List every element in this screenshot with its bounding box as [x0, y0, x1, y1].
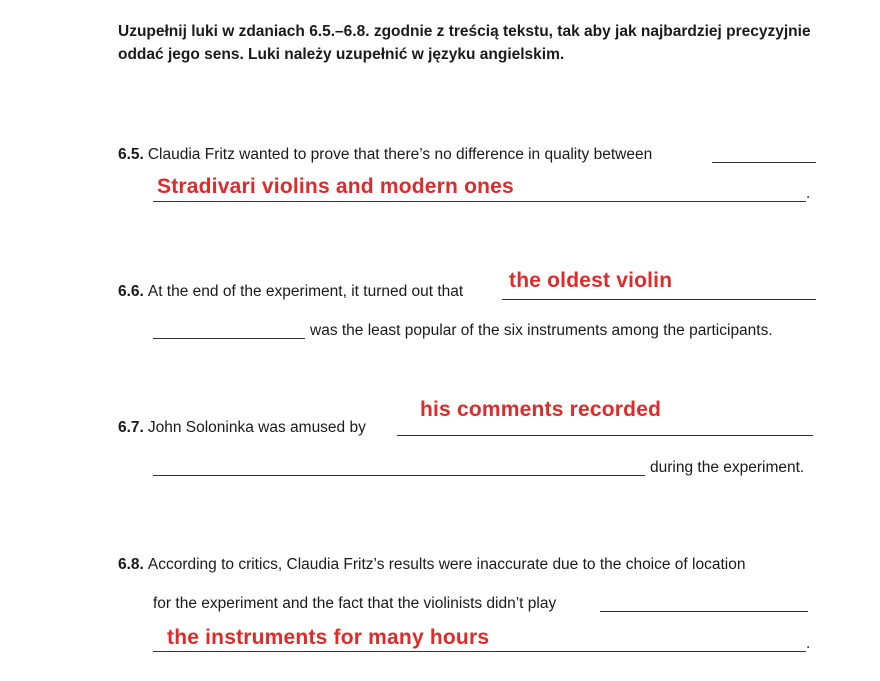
question-6-8-period: .: [806, 635, 811, 652]
task-instruction: Uzupełnij luki w zdaniach 6.5.–6.8. zgodnie z treścią tekstu, tak aby jak najbardziej precyzyjnie oddać jego sens. Luki należy uzupełnić w języku angielskim.: [118, 23, 811, 63]
question-6-7-answer[interactable]: his comments recorded: [420, 398, 662, 421]
question-6-5-line1: [118, 145, 652, 165]
question-6-6-line1: [118, 282, 463, 302]
question-6-7-text: John Soloninka was amused by: [147, 419, 366, 436]
question-6-8-blank-2[interactable]: [153, 651, 806, 652]
question-6-6-blank-1[interactable]: [502, 299, 816, 300]
question-6-6-text: At the end of the experiment, it turned out that: [147, 283, 464, 300]
question-6-7-blank-1[interactable]: [397, 435, 813, 436]
question-6-8-line2: for the experiment and the fact that the violinists didn’t play: [153, 595, 557, 612]
question-6-5-blank-2[interactable]: [153, 201, 806, 202]
question-6-8-text: According to critics, Claudia Fritz’s results were inaccurate due to the choice of location: [147, 556, 746, 573]
question-6-5-answer[interactable]: Stradivari violins and modern ones: [157, 175, 514, 198]
question-6-8-answer[interactable]: the instruments for many hours: [167, 626, 490, 649]
question-6-7-line2: during the experiment.: [650, 459, 805, 476]
question-6-5-period: .: [806, 185, 811, 202]
question-6-5-number: 6.5.: [118, 146, 144, 163]
question-6-5-text: Claudia Fritz wanted to prove that there’s no difference in quality between: [147, 146, 653, 163]
question-6-7-number: 6.7.: [118, 419, 144, 436]
question-6-6-answer[interactable]: the oldest violin: [509, 269, 673, 292]
question-6-7-line1: [118, 418, 366, 438]
question-6-6-line2: was the least popular of the six instruments among the participants.: [310, 322, 773, 339]
question-6-6-number: 6.6.: [118, 283, 144, 300]
question-6-8-number: 6.8.: [118, 556, 144, 573]
question-6-5-blank-1[interactable]: [712, 162, 816, 163]
question-6-8-line1: [118, 555, 745, 575]
question-6-8-blank-1[interactable]: [600, 611, 808, 612]
question-6-7-blank-2[interactable]: [153, 475, 645, 476]
question-6-6-blank-2[interactable]: [153, 338, 305, 339]
